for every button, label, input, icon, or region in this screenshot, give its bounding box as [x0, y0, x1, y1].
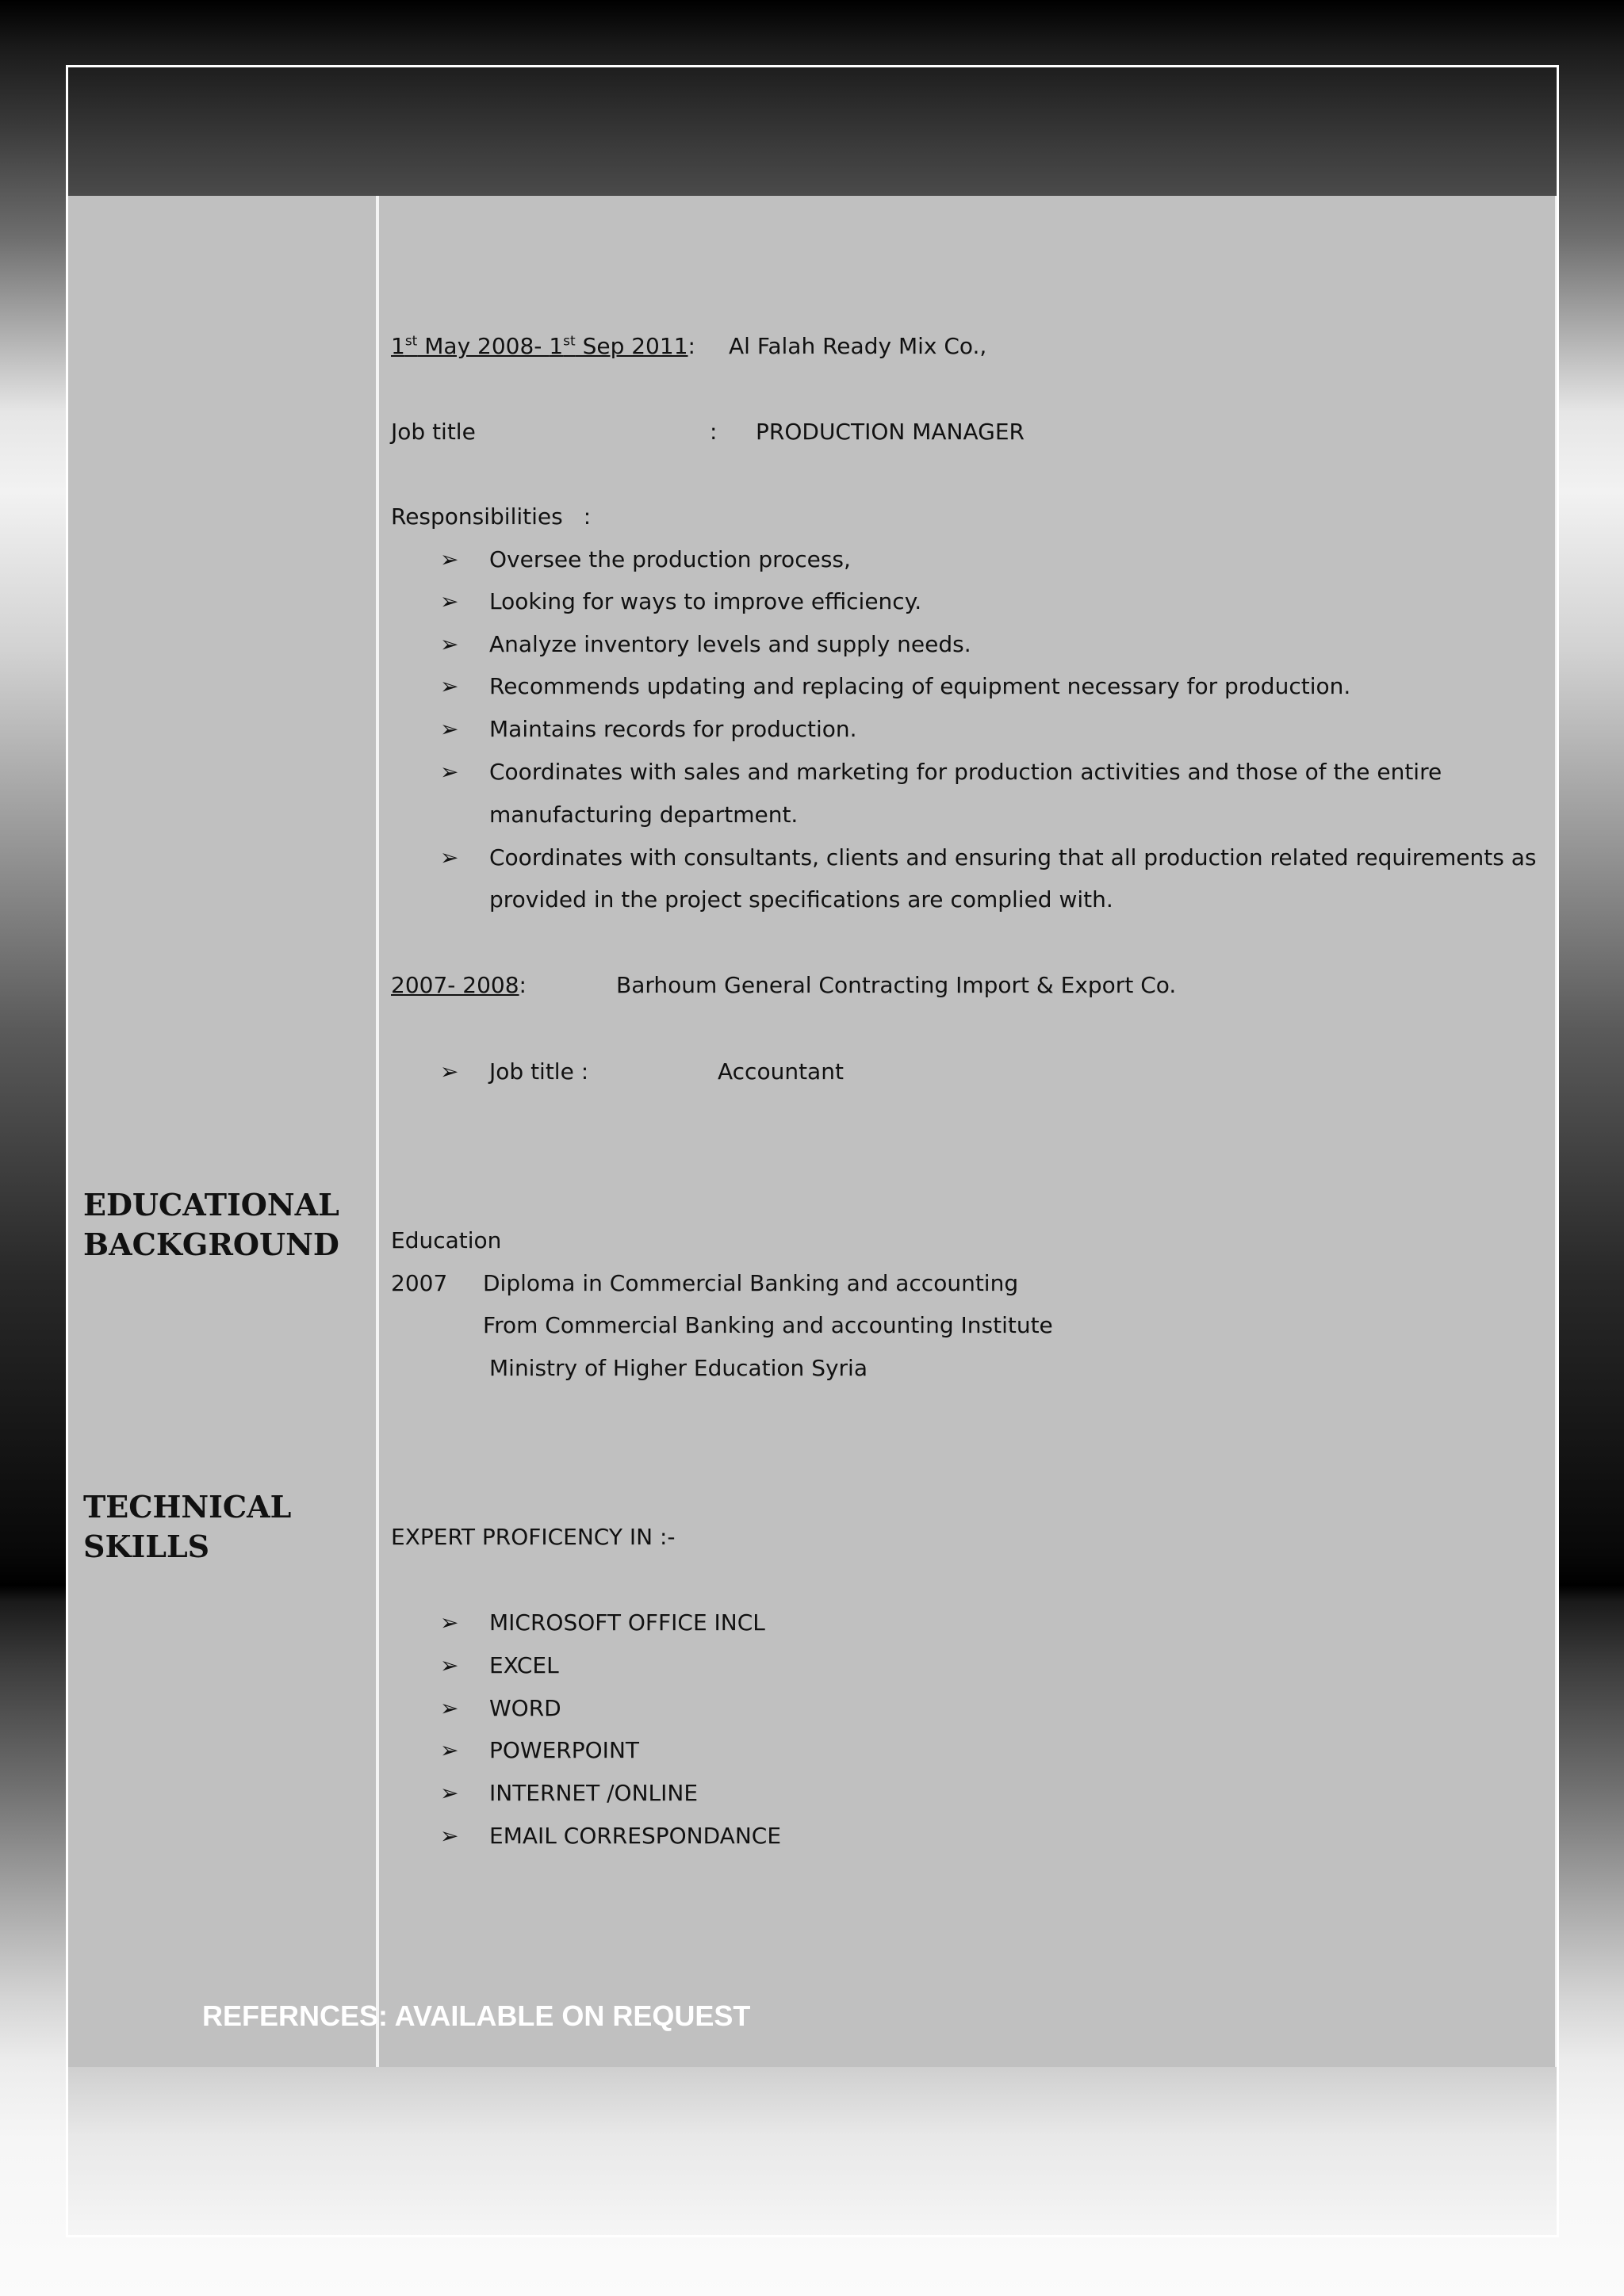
experience-2-job-title-label: Job title :: [489, 1058, 589, 1085]
responsibility-item-continuation: provided in the project specifications are complied with.: [489, 886, 1113, 913]
bullet-icon: ➢: [440, 1695, 459, 1721]
education-heading: EDUCATIONAL BACKGROUND: [83, 1187, 339, 1262]
education-year: 2007: [391, 1270, 448, 1296]
bullet-icon: ➢: [440, 759, 459, 785]
experience-1-job-title: PRODUCTION MANAGER: [756, 419, 1025, 445]
bullet-icon: ➢: [440, 1058, 459, 1085]
skill-item: POWERPOINT: [489, 1737, 639, 1763]
bullet-icon: ➢: [440, 546, 459, 572]
responsibility-item: Recommends updating and replacing of equipment necessary for production.: [489, 673, 1351, 699]
bullet-icon: ➢: [440, 1823, 459, 1849]
bullet-icon: ➢: [440, 673, 459, 699]
right-edge: [1555, 196, 1559, 2067]
education-diploma: Diploma in Commercial Banking and accounting: [483, 1270, 1019, 1296]
resume-page: [66, 65, 1559, 2237]
column-divider: [376, 196, 379, 2067]
experience-2-job-title: Accountant: [718, 1058, 844, 1085]
experience-1-job-title-label: Job title: [391, 419, 476, 445]
skill-item: MICROSOFT OFFICE INCL: [489, 1609, 765, 1636]
content-area: [68, 196, 1555, 2067]
bullet-icon: ➢: [440, 1652, 459, 1678]
bullet-icon: ➢: [440, 716, 459, 742]
references-note: REFERNCES: AVAILABLE ON REQUEST: [202, 1999, 751, 2032]
skill-item: INTERNET /ONLINE: [489, 1780, 699, 1806]
experience-1-job-title-colon: :: [710, 419, 718, 445]
responsibility-item: Maintains records for production.: [489, 716, 857, 742]
experience-1-company: Al Falah Ready Mix Co.,: [729, 333, 987, 359]
skills-intro: EXPERT PROFICENCY IN :-: [391, 1524, 676, 1550]
bullet-icon: ➢: [440, 588, 459, 614]
responsibility-item: Coordinates with sales and marketing for production activities and those of the entire: [489, 759, 1442, 785]
bullet-icon: ➢: [440, 1609, 459, 1636]
bullet-icon: ➢: [440, 631, 459, 657]
footer-band: [68, 2067, 1557, 2237]
responsibility-item: Oversee the production process,: [489, 546, 851, 572]
skill-item: EXCEL: [489, 1652, 559, 1678]
responsibility-item: Looking for ways to improve efficiency.: [489, 588, 922, 614]
experience-2-period: 2007- 2008:: [391, 972, 527, 998]
responsibility-item: Analyze inventory levels and supply needs.: [489, 631, 971, 657]
education-institute: From Commercial Banking and accounting Institute: [483, 1312, 1053, 1338]
education-label: Education: [391, 1227, 502, 1253]
header-band: [68, 67, 1557, 196]
education-ministry: Ministry of Higher Education Syria: [489, 1355, 868, 1381]
bullet-icon: ➢: [440, 1780, 459, 1806]
bullet-icon: ➢: [440, 1737, 459, 1763]
skills-heading: TECHNICAL SKILLS: [83, 1489, 292, 1564]
experience-2-company: Barhoum General Contracting Import & Export Co.: [616, 972, 1177, 998]
bullet-icon: ➢: [440, 844, 459, 871]
responsibility-item: Coordinates with consultants, clients and ensuring that all production related requirements as: [489, 844, 1537, 871]
experience-1-period: 1st May 2008- 1st Sep 2011:: [391, 333, 695, 359]
skill-item: WORD: [489, 1695, 561, 1721]
skill-item: EMAIL CORRESPONDANCE: [489, 1823, 782, 1849]
responsibilities-label: Responsibilities :: [391, 503, 592, 530]
responsibility-item-continuation: manufacturing department.: [489, 802, 799, 828]
